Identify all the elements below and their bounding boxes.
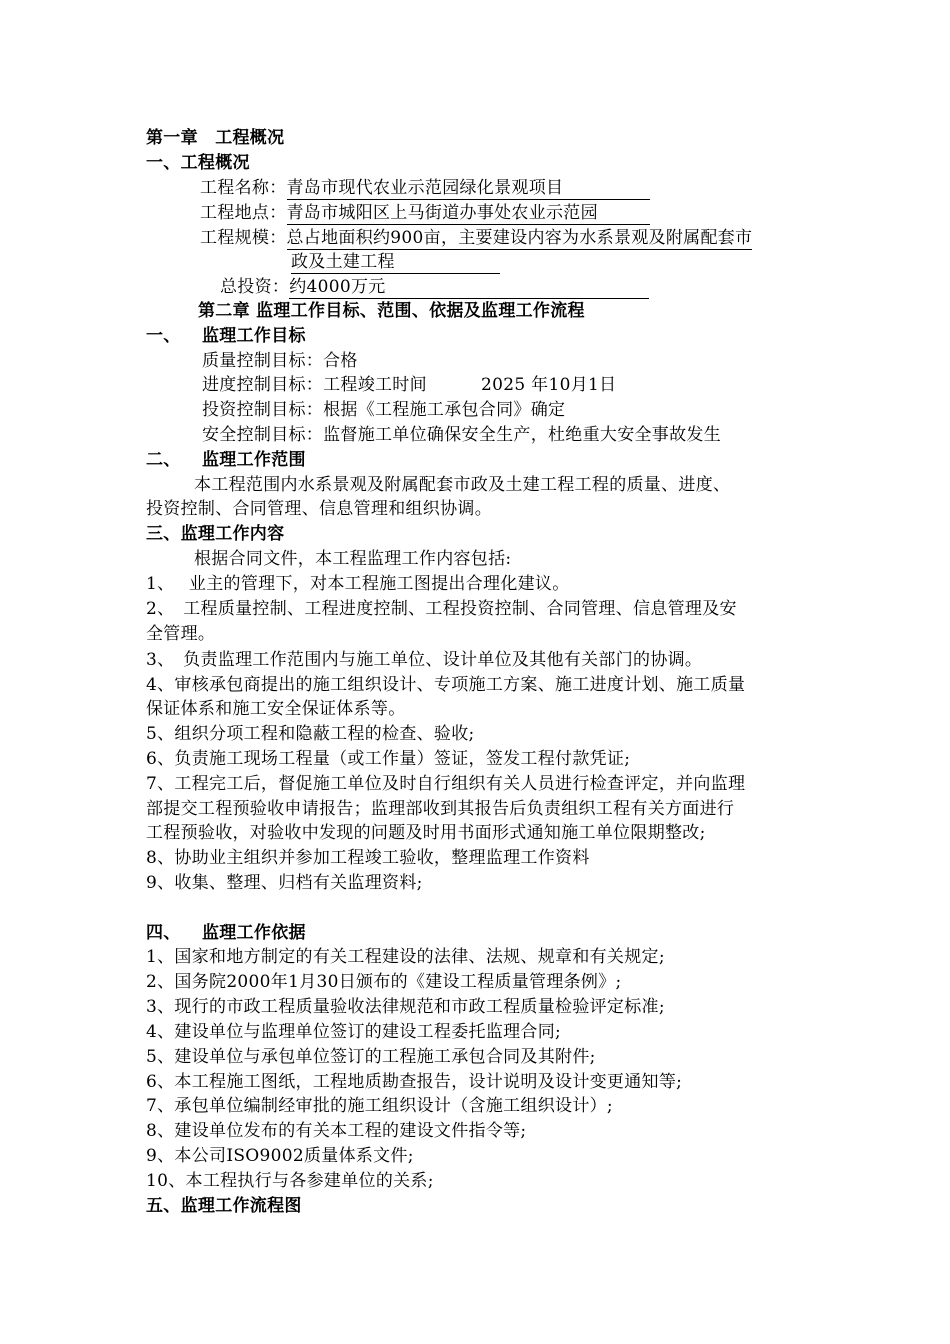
basis-item: 9、本公司ISO9002质量体系文件; [146,1146,414,1166]
content-item: 2、 工程质量控制、工程进度控制、工程投资控制、合同管理、信息管理及安 [146,599,737,619]
basis-item: 10、本工程执行与各参建单位的关系; [146,1171,434,1191]
basis-item: 5、建设单位与承包单位签订的工程施工承包合同及其附件; [146,1047,596,1067]
content-item: 全管理。 [146,624,216,644]
chapter1-title: 第一章 工程概况 [146,128,285,148]
goal-schedule-label: 进度控制目标：工程竣工时间 [202,375,427,395]
scope-line-1: 本工程范围内水系景观及附属配套市政及土建工程工程的质量、进度、 [194,475,731,495]
basis-heading: 监理工作依据 [202,923,306,943]
project-name-label: 工程名称： [200,178,287,198]
location-row [200,202,650,225]
project-name-row [200,177,650,200]
investment-label: 总投资： [220,277,290,297]
content-heading: 三、监理工作内容 [146,524,285,544]
content-item: 8、协助业主组织并参加工程竣工验收，整理监理工作资料 [146,848,590,868]
basis-item: 1、国家和地方制定的有关工程建设的法律、法规、规章和有关规定; [146,947,665,967]
content-item: 4、审核承包商提出的施工组织设计、专项施工方案、施工进度计划、施工质量 [146,675,746,695]
scale-row-2 [291,251,500,274]
goals-heading-num: 一、 [146,326,181,346]
location-value: 青岛市城阳区上马街道办事处农业示范园 [287,202,650,225]
scale-label: 工程规模： [200,228,287,248]
scale-value-line2: 政及土建工程 [291,251,500,274]
project-name-value: 青岛市现代农业示范园绿化景观项目 [287,177,650,200]
scope-line-2: 投资控制、合同管理、信息管理和组织协调。 [146,499,492,519]
goal-investment: 投资控制目标：根据《工程施工承包合同》确定 [202,400,566,420]
content-item: 保证体系和施工安全保证体系等。 [146,699,406,719]
content-item: 9、收集、整理、归档有关监理资料; [146,873,423,893]
goals-heading: 监理工作目标 [202,326,306,346]
scope-heading-num: 二、 [146,450,181,470]
goal-quality: 质量控制目标：合格 [202,351,358,371]
content-item: 7、工程完工后，督促施工单位及时自行组织有关人员进行检查评定，并向监理 [146,774,746,794]
basis-item: 7、承包单位编制经审批的施工组织设计（含施工组织设计）; [146,1096,613,1116]
scope-heading: 监理工作范围 [202,450,306,470]
chapter2-title: 第二章 监理工作目标、范围、依据及监理工作流程 [198,301,585,321]
location-label: 工程地点： [200,203,287,223]
scale-row [200,227,752,250]
content-item: 3、 负责监理工作范围内与施工单位、设计单位及其他有关部门的协调。 [146,650,703,670]
scale-value-line1: 总占地面积约900亩，主要建设内容为水系景观及附属配套市 [286,228,753,248]
investment-row [220,276,649,299]
basis-item: 4、建设单位与监理单位签订的建设工程委托监理合同; [146,1022,562,1042]
basis-item: 8、建设单位发布的有关本工程的建设文件指令等; [146,1121,527,1141]
goal-safety: 安全控制目标：监督施工单位确保安全生产，杜绝重大安全事故发生 [202,425,721,445]
investment-value: 约4000万元 [289,276,649,299]
goal-schedule-date: 2025 年10月1日 [481,375,617,395]
content-intro: 根据合同文件，本工程监理工作内容包括: [194,549,512,569]
content-item: 6、负责施工现场工程量（或工作量）签证，签发工程付款凭证; [146,749,631,769]
content-item: 工程预验收，对验收中发现的问题及时用书面形式通知施工单位限期整改; [146,823,706,843]
basis-item: 3、现行的市政工程质量验收法律规范和市政工程质量检验评定标准; [146,997,665,1017]
content-item: 5、组织分项工程和隐蔽工程的检查、验收; [146,724,475,744]
content-item: 部提交工程预验收申请报告；监理部收到其报告后负责组织工程有关方面进行 [146,799,735,819]
content-item: 1、 业主的管理下，对本工程施工图提出合理化建议。 [146,574,570,594]
basis-item: 2、国务院2000年1月30日颁布的《建设工程质量管理条例》; [146,972,622,992]
basis-heading-num: 四、 [146,923,181,943]
section1-heading: 一、工程概况 [146,153,250,173]
flow-heading: 五、监理工作流程图 [146,1196,302,1216]
basis-item: 6、本工程施工图纸，工程地质勘查报告，设计说明及设计变更通知等; [146,1072,683,1092]
